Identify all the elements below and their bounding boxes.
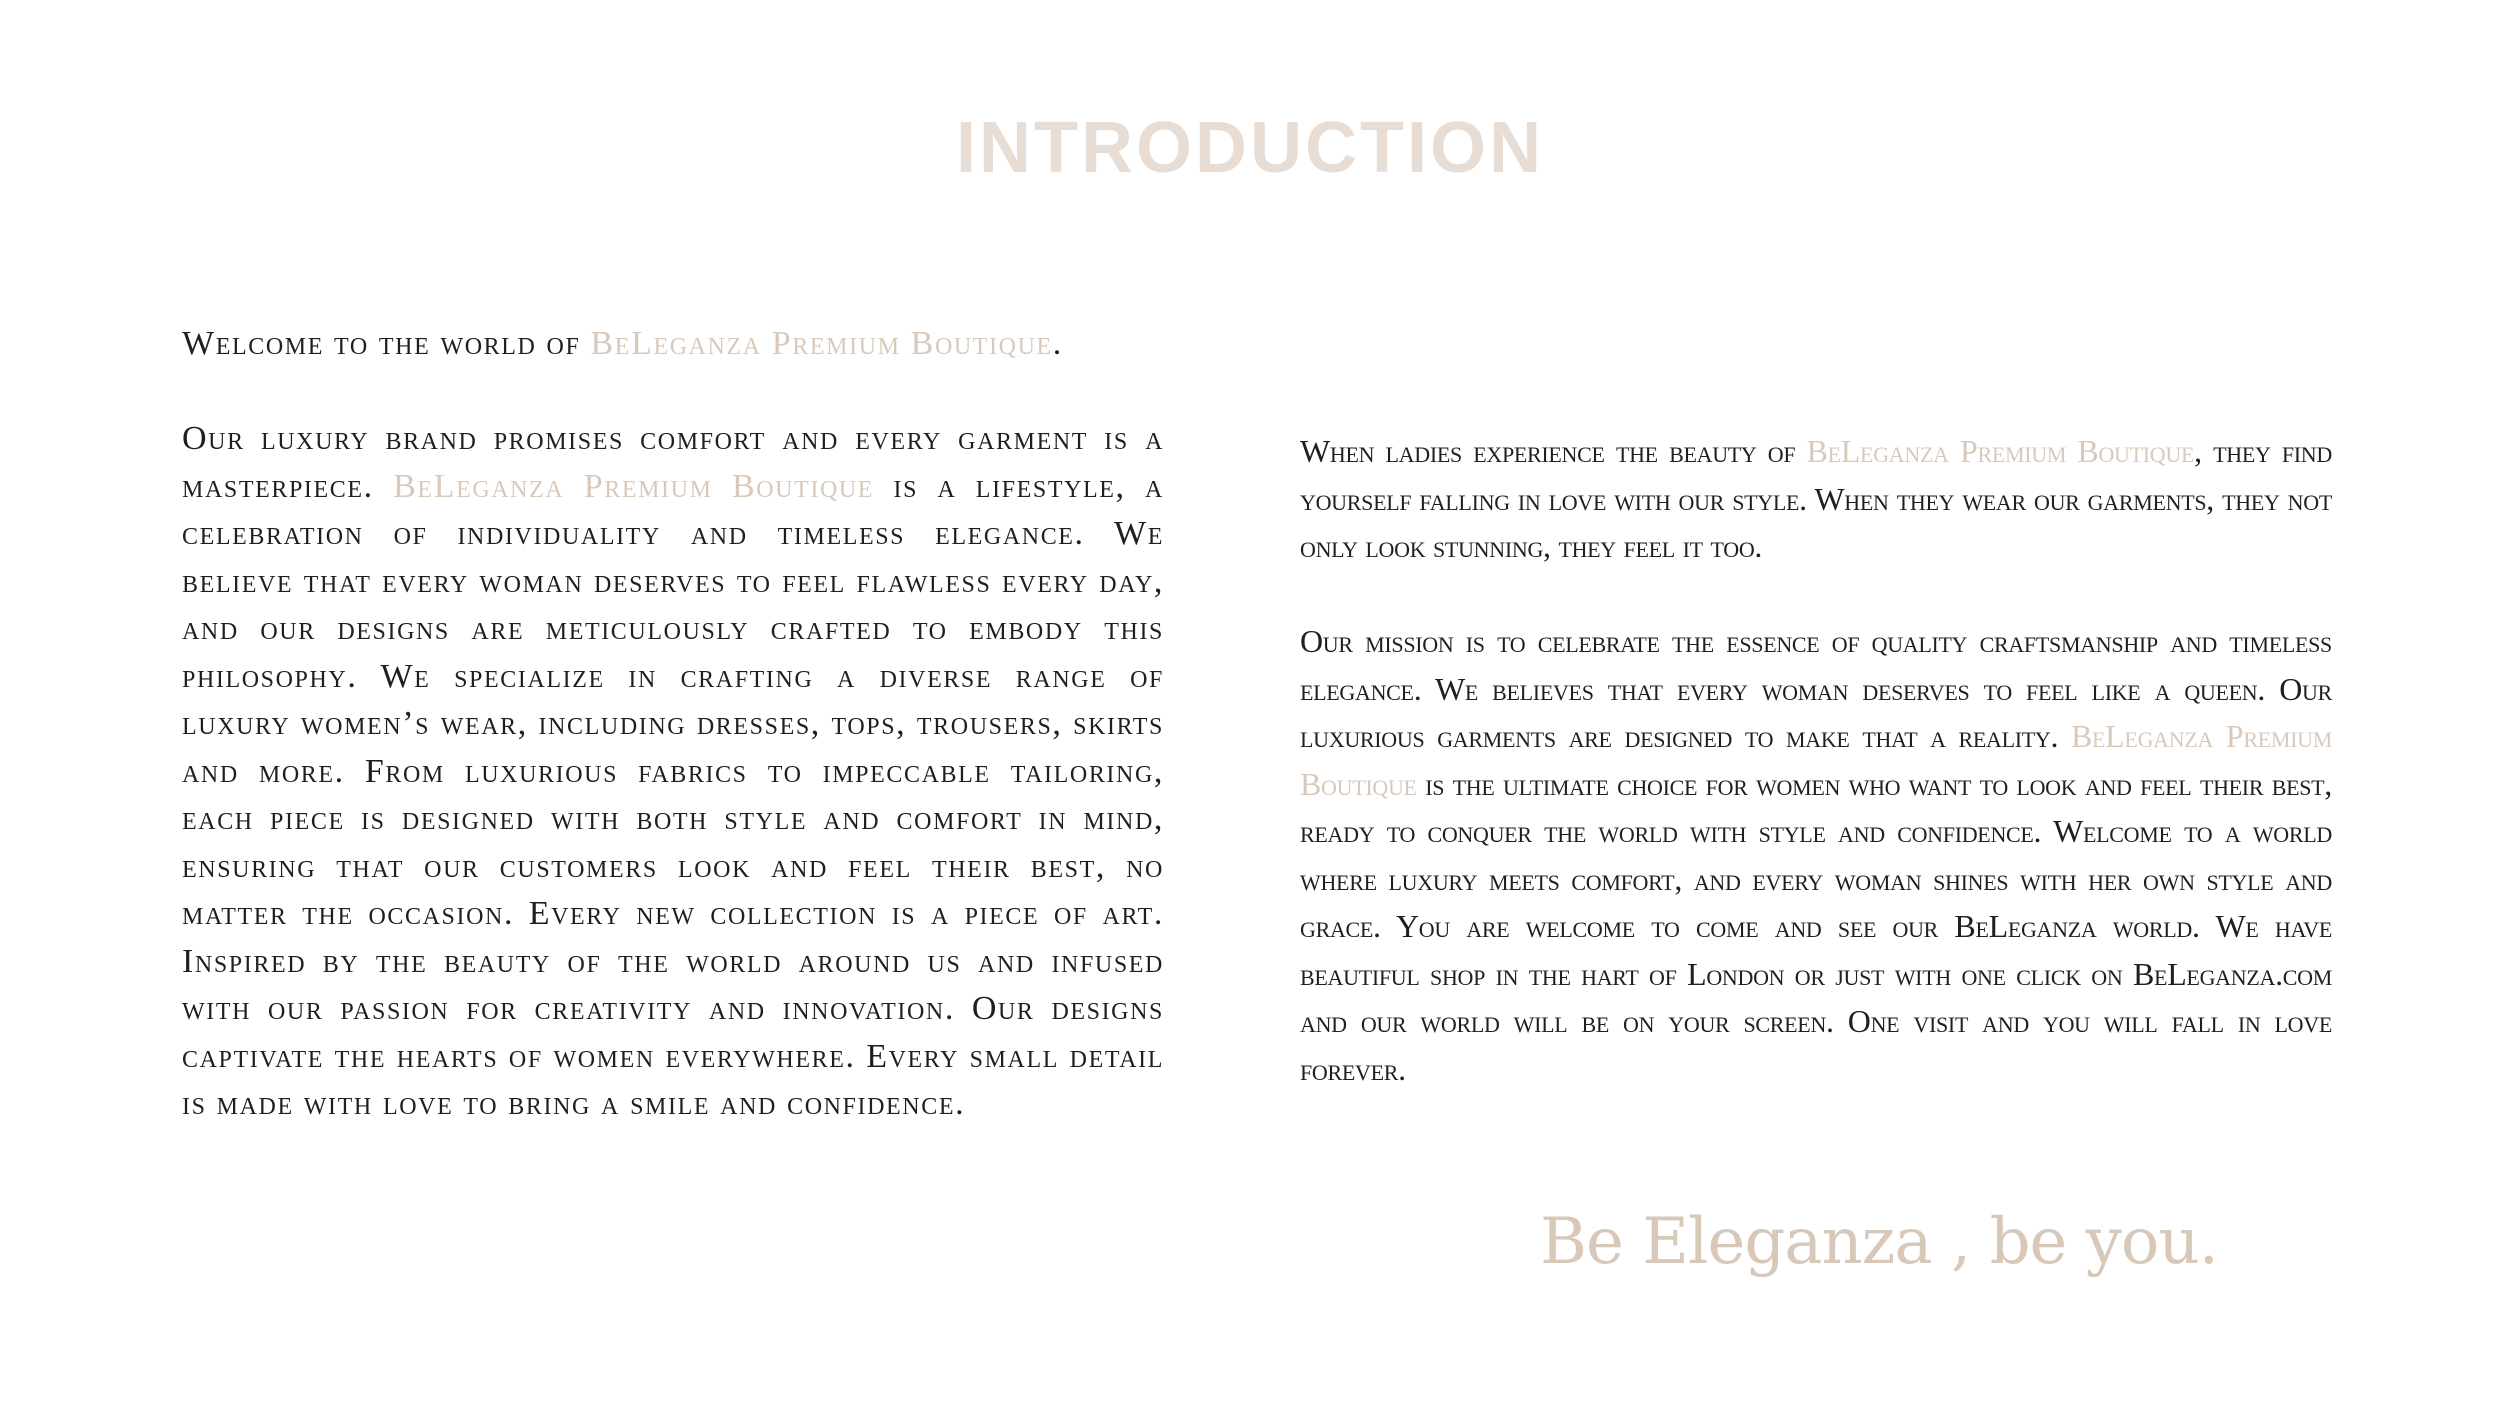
body-text: is the ultimate choice for women who want to look and feel their best, ready to conquer the world with style and confidence. Welcome to a world where luxury meets comfort, and every woman shines with her own style and grace. You are welcome to come and see our BeLeganza world. We have beautiful shop in the hart of London or just with one click on BeLeganza.com and our world will be on your screen. One visit and you will fall in love forever.: [1300, 765, 2332, 1087]
brand-intro-paragraph: [182, 415, 1164, 1128]
body-text: Our luxury brand promises comfort and every garment is a masterpiece.: [182, 420, 1164, 505]
brand-name: BeLeganza Premium Boutique: [393, 467, 875, 505]
welcome-text: Welcome to the world of: [182, 325, 591, 362]
left-column: [182, 320, 1164, 1128]
body-text: When ladies experience the beauty of: [1300, 433, 1807, 469]
body-text: is a lifestyle, a celebration of individuality and timeless elegance. We believe that every woman deserves to feel flawless every day, and our designs are meticulously crafted to embody this philosophy. We specialize in crafting a diverse range of luxury women’s wear, including dresses, tops, trousers, skirts and more. From luxurious fabrics to impeccable tailoring, each piece is designed with both style and comfort in mind, ensuring that our customers look and feel their best, no matter the occasion. Every new collection is a piece of art. Inspired by the beauty of the world around us and infused with our passion for creativity and innovation. Our designs captivate the hearts of women everywhere. Every small detail is made with love to bring a smile and confidence.: [182, 467, 1164, 1122]
page-title: INTRODUCTION: [956, 108, 1544, 188]
brand-name: BeLeganza Premium Boutique: [1300, 718, 2332, 802]
body-text: Our mission is to celebrate the essence of quality craftsmanship and timeless elegance. We believes that every woman deserves to feel like a queen. Our luxurious garments are designed to make that a reality.: [1300, 623, 2332, 754]
brand-name: BeLeganza Premium Boutique: [590, 325, 1053, 362]
right-column: [1300, 428, 2332, 1093]
welcome-paragraph: [182, 320, 1164, 368]
body-text: , they find yourself falling in love with our style. When they wear our garments, they not only look stunning, they feel it too.: [1300, 433, 2332, 564]
mission-paragraph: [1300, 618, 2332, 1093]
brand-name: BeLeganza Premium Boutique: [1806, 433, 2195, 469]
experience-paragraph: [1300, 428, 2332, 571]
welcome-punctuation: .: [1052, 325, 1063, 362]
tagline: Be Eleganza , be you.: [1540, 1205, 2218, 1279]
